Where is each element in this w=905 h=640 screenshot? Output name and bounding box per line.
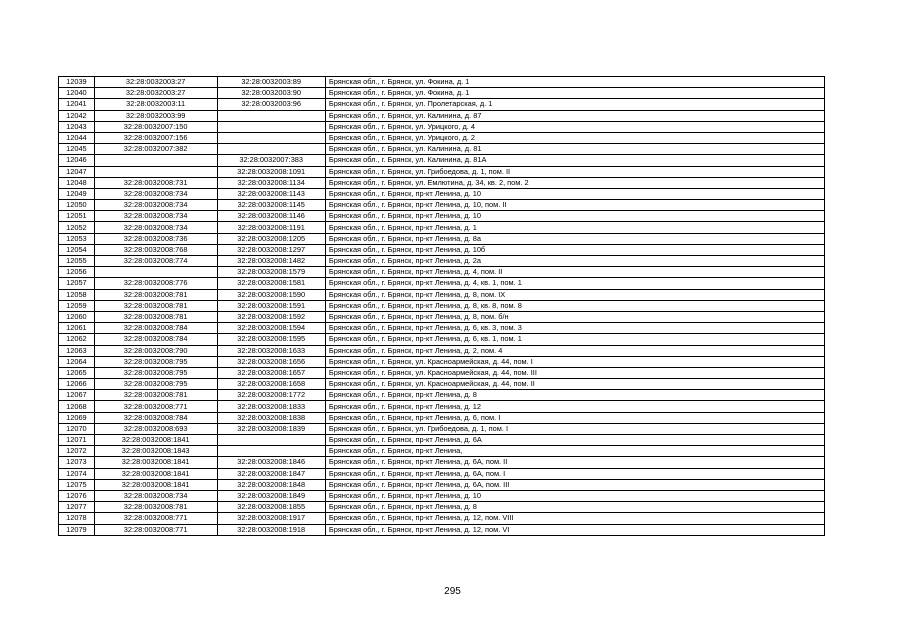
object-number-cell [217,110,325,121]
table-row [59,446,825,457]
object-number-cell [217,435,325,446]
object-number-cell: 32:28:0032008:1656 [217,356,325,367]
address-cell: Брянская обл., г. Брянск, пр-кт Ленина, д. 6, кв. 1, пом. 1 [325,334,824,345]
address-cell: Брянская обл., г. Брянск, пр-кт Ленина, д. 8 [325,502,824,513]
parcel-number-cell: 32:28:0032008:776 [94,278,217,289]
row-number-cell: 12056 [59,267,95,278]
table-row [59,323,825,334]
parcel-number-cell: 32:28:0032008:1841 [94,479,217,490]
row-number-cell: 12074 [59,468,95,479]
address-cell: Брянская обл., г. Брянск, ул. Грибоедова, д. 1, пом. I [325,423,824,434]
parcel-number-cell: 32:28:0032008:784 [94,323,217,334]
document-table-container [58,76,825,536]
row-number-cell: 12053 [59,233,95,244]
object-number-cell: 32:28:0032008:1594 [217,323,325,334]
row-number-cell: 12068 [59,401,95,412]
table-row [59,211,825,222]
address-cell: Брянская обл., г. Брянск, пр-кт Ленина, д. 12, пом. VI [325,524,824,535]
row-number-cell: 12052 [59,222,95,233]
address-cell: Брянская обл., г. Брянск, ул. Фокина, д. 1 [325,88,824,99]
address-cell: Брянская обл., г. Брянск, пр-кт Ленина, д. 10 [325,490,824,501]
object-number-cell: 32:28:0032008:1143 [217,188,325,199]
address-cell: Брянская обл., г. Брянск, пр-кт Ленина, д. 4, пом. II [325,267,824,278]
row-number-cell: 12073 [59,457,95,468]
object-number-cell: 32:28:0032008:1918 [217,524,325,535]
parcel-number-cell: 32:28:0032008:774 [94,256,217,267]
object-number-cell: 32:28:0032008:1633 [217,345,325,356]
address-cell: Брянская обл., г. Брянск, ул. Урицкого, д. 2 [325,132,824,143]
table-row [59,390,825,401]
table-row [59,256,825,267]
row-number-cell: 12076 [59,490,95,501]
table-row [59,233,825,244]
object-number-cell: 32:28:0032008:1091 [217,166,325,177]
table-row [59,244,825,255]
address-cell: Брянская обл., г. Брянск, пр-кт Ленина, д. 2а [325,256,824,267]
address-cell: Брянская обл., г. Брянск, пр-кт Ленина, д. 8, пом. б/н [325,311,824,322]
parcel-number-cell: 32:28:0032007:156 [94,132,217,143]
row-number-cell: 12054 [59,244,95,255]
address-cell: Брянская обл., г. Брянск, пр-кт Ленина, д. 6, кв. 3, пом. 3 [325,323,824,334]
object-number-cell: 32:28:0032008:1591 [217,300,325,311]
cadastral-table [58,76,825,536]
table-row [59,401,825,412]
address-cell: Брянская обл., г. Брянск, пр-кт Ленина, д. 6А, пом. I [325,468,824,479]
parcel-number-cell: 32:28:0032003:99 [94,110,217,121]
address-cell: Брянская обл., г. Брянск, пр-кт Ленина, д. 8а [325,233,824,244]
object-number-cell: 32:28:0032008:1205 [217,233,325,244]
row-number-cell: 12049 [59,188,95,199]
address-cell: Брянская обл., г. Брянск, пр-кт Ленина, д. 10 [325,211,824,222]
page-number: 295 [444,586,461,597]
table-row [59,88,825,99]
parcel-number-cell: 32:28:0032008:771 [94,513,217,524]
table-row [59,77,825,88]
parcel-number-cell: 32:28:0032008:734 [94,490,217,501]
address-cell: Брянская обл., г. Брянск, ул. Калинина, д. 81 [325,144,824,155]
object-number-cell: 32:28:0032008:1839 [217,423,325,434]
table-row [59,289,825,300]
parcel-number-cell: 32:28:0032007:150 [94,121,217,132]
address-cell: Брянская обл., г. Брянск, пр-кт Ленина, д. 6А [325,435,824,446]
table-row [59,300,825,311]
parcel-number-cell: 32:28:0032008:795 [94,367,217,378]
address-cell: Брянская обл., г. Брянск, ул. Урицкого, д. 4 [325,121,824,132]
table-row [59,457,825,468]
address-cell: Брянская обл., г. Брянск, пр-кт Ленина, д. 10, пом. II [325,200,824,211]
object-number-cell: 32:28:0032008:1657 [217,367,325,378]
address-cell: Брянская обл., г. Брянск, пр-кт Ленина, д. 1 [325,222,824,233]
address-cell: Брянская обл., г. Брянск, ул. Калинина, д. 81А [325,155,824,166]
row-number-cell: 12043 [59,121,95,132]
parcel-number-cell: 32:28:0032008:790 [94,345,217,356]
table-body [59,77,825,536]
object-number-cell: 32:28:0032008:1592 [217,311,325,322]
row-number-cell: 12045 [59,144,95,155]
parcel-number-cell: 32:28:0032008:771 [94,524,217,535]
row-number-cell: 12078 [59,513,95,524]
table-row [59,200,825,211]
object-number-cell: 32:28:0032008:1833 [217,401,325,412]
table-row [59,479,825,490]
object-number-cell [217,132,325,143]
table-row [59,468,825,479]
row-number-cell: 12066 [59,379,95,390]
table-row [59,490,825,501]
row-number-cell: 12061 [59,323,95,334]
table-row [59,222,825,233]
table-row [59,132,825,143]
parcel-number-cell: 32:28:0032008:734 [94,211,217,222]
object-number-cell: 32:28:0032008:1658 [217,379,325,390]
row-number-cell: 12069 [59,412,95,423]
table-row [59,177,825,188]
row-number-cell: 12055 [59,256,95,267]
row-number-cell: 12064 [59,356,95,367]
parcel-number-cell: 32:28:0032008:734 [94,188,217,199]
address-cell: Брянская обл., г. Брянск, пр-кт Ленина, д. 12 [325,401,824,412]
address-cell: Брянская обл., г. Брянск, пр-кт Ленина, д. 10б [325,244,824,255]
row-number-cell: 12041 [59,99,95,110]
row-number-cell: 12060 [59,311,95,322]
object-number-cell: 32:28:0032003:96 [217,99,325,110]
table-row [59,524,825,535]
row-number-cell: 12075 [59,479,95,490]
row-number-cell: 12051 [59,211,95,222]
parcel-number-cell: 32:28:0032008:781 [94,300,217,311]
parcel-number-cell: 32:28:0032007:382 [94,144,217,155]
object-number-cell: 32:28:0032008:1855 [217,502,325,513]
table-row [59,412,825,423]
address-cell: Брянская обл., г. Брянск, пр-кт Ленина, д. 8, пом. IX [325,289,824,300]
table-row [59,356,825,367]
table-row [59,435,825,446]
object-number-cell: 32:28:0032008:1838 [217,412,325,423]
parcel-number-cell: 32:28:0032008:734 [94,200,217,211]
table-row [59,367,825,378]
object-number-cell: 32:28:0032003:90 [217,88,325,99]
address-cell: Брянская обл., г. Брянск, пр-кт Ленина, д. 6А, пом. III [325,479,824,490]
table-row [59,379,825,390]
row-number-cell: 12079 [59,524,95,535]
row-number-cell: 12050 [59,200,95,211]
parcel-number-cell: 32:28:0032008:784 [94,334,217,345]
address-cell: Брянская обл., г. Брянск, ул. Фокина, д. 1 [325,77,824,88]
table-row [59,99,825,110]
row-number-cell: 12046 [59,155,95,166]
table-row [59,144,825,155]
table-row [59,121,825,132]
row-number-cell: 12040 [59,88,95,99]
object-number-cell: 32:28:0032008:1297 [217,244,325,255]
table-row [59,311,825,322]
parcel-number-cell: 32:28:0032008:781 [94,289,217,300]
row-number-cell: 12047 [59,166,95,177]
parcel-number-cell: 32:28:0032008:784 [94,412,217,423]
object-number-cell: 32:28:0032008:1145 [217,200,325,211]
address-cell: Брянская обл., г. Брянск, пр-кт Ленина, д. 8 [325,390,824,401]
row-number-cell: 12058 [59,289,95,300]
parcel-number-cell: 32:28:0032008:781 [94,390,217,401]
table-row [59,110,825,121]
parcel-number-cell: 32:28:0032008:1841 [94,468,217,479]
parcel-number-cell: 32:28:0032008:731 [94,177,217,188]
table-row [59,278,825,289]
row-number-cell: 12062 [59,334,95,345]
table-row [59,334,825,345]
table-row [59,166,825,177]
table-row [59,155,825,166]
parcel-number-cell [94,166,217,177]
table-row [59,345,825,356]
object-number-cell: 32:28:0032008:1849 [217,490,325,501]
row-number-cell: 12039 [59,77,95,88]
object-number-cell: 32:28:0032007:383 [217,155,325,166]
parcel-number-cell: 32:28:0032003:11 [94,99,217,110]
object-number-cell: 32:28:0032008:1847 [217,468,325,479]
object-number-cell: 32:28:0032008:1590 [217,289,325,300]
row-number-cell: 12067 [59,390,95,401]
parcel-number-cell: 32:28:0032003:27 [94,88,217,99]
address-cell: Брянская обл., г. Брянск, пр-кт Ленина, [325,446,824,457]
object-number-cell: 32:28:0032008:1848 [217,479,325,490]
parcel-number-cell: 32:28:0032008:768 [94,244,217,255]
address-cell: Брянская обл., г. Брянск, ул. Пролетарская, д. 1 [325,99,824,110]
row-number-cell: 12063 [59,345,95,356]
table-row [59,513,825,524]
parcel-number-cell: 32:28:0032003:27 [94,77,217,88]
row-number-cell: 12044 [59,132,95,143]
address-cell: Брянская обл., г. Брянск, ул. Красноармейская, д. 44, пом. I [325,356,824,367]
row-number-cell: 12072 [59,446,95,457]
object-number-cell: 32:28:0032008:1579 [217,267,325,278]
address-cell: Брянская обл., г. Брянск, пр-кт Ленина, д. 4, кв. 1, пом. 1 [325,278,824,289]
object-number-cell: 32:28:0032008:1772 [217,390,325,401]
row-number-cell: 12042 [59,110,95,121]
row-number-cell: 12065 [59,367,95,378]
parcel-number-cell: 32:28:0032008:771 [94,401,217,412]
object-number-cell [217,446,325,457]
address-cell: Брянская обл., г. Брянск, пр-кт Ленина, д. 6, пом. I [325,412,824,423]
object-number-cell [217,121,325,132]
address-cell: Брянская обл., г. Брянск, ул. Калинина, д. 87 [325,110,824,121]
object-number-cell: 32:28:0032008:1846 [217,457,325,468]
object-number-cell: 32:28:0032008:1482 [217,256,325,267]
parcel-number-cell [94,267,217,278]
address-cell: Брянская обл., г. Брянск, ул. Емлютина, д. 34, кв. 2, пом. 2 [325,177,824,188]
address-cell: Брянская обл., г. Брянск, пр-кт Ленина, д. 8, кв. 8, пом. 8 [325,300,824,311]
address-cell: Брянская обл., г. Брянск, пр-кт Ленина, д. 12, пом. VIII [325,513,824,524]
parcel-number-cell: 32:28:0032008:736 [94,233,217,244]
object-number-cell: 32:28:0032008:1146 [217,211,325,222]
parcel-number-cell: 32:28:0032008:1841 [94,435,217,446]
parcel-number-cell: 32:28:0032008:1843 [94,446,217,457]
row-number-cell: 12057 [59,278,95,289]
row-number-cell: 12077 [59,502,95,513]
table-row [59,502,825,513]
parcel-number-cell [94,155,217,166]
row-number-cell: 12048 [59,177,95,188]
parcel-number-cell: 32:28:0032008:795 [94,356,217,367]
parcel-number-cell: 32:28:0032008:734 [94,222,217,233]
parcel-number-cell: 32:28:0032008:1841 [94,457,217,468]
address-cell: Брянская обл., г. Брянск, ул. Красноармейская, д. 44, пом. II [325,379,824,390]
object-number-cell: 32:28:0032008:1134 [217,177,325,188]
object-number-cell: 32:28:0032008:1595 [217,334,325,345]
parcel-number-cell: 32:28:0032008:693 [94,423,217,434]
table-row [59,267,825,278]
address-cell: Брянская обл., г. Брянск, пр-кт Ленина, д. 6А, пом. II [325,457,824,468]
object-number-cell: 32:28:0032008:1191 [217,222,325,233]
table-row [59,188,825,199]
object-number-cell: 32:28:0032008:1581 [217,278,325,289]
parcel-number-cell: 32:28:0032008:781 [94,311,217,322]
parcel-number-cell: 32:28:0032008:795 [94,379,217,390]
row-number-cell: 12071 [59,435,95,446]
address-cell: Брянская обл., г. Брянск, ул. Грибоедова, д. 1, пом. II [325,166,824,177]
object-number-cell [217,144,325,155]
address-cell: Брянская обл., г. Брянск, ул. Красноармейская, д. 44, пом. III [325,367,824,378]
object-number-cell: 32:28:0032003:89 [217,77,325,88]
parcel-number-cell: 32:28:0032008:781 [94,502,217,513]
row-number-cell: 12070 [59,423,95,434]
address-cell: Брянская обл., г. Брянск, пр-кт Ленина, д. 2, пом. 4 [325,345,824,356]
row-number-cell: 12059 [59,300,95,311]
table-row [59,423,825,434]
address-cell: Брянская обл., г. Брянск, пр-кт Ленина, д. 10 [325,188,824,199]
object-number-cell: 32:28:0032008:1917 [217,513,325,524]
